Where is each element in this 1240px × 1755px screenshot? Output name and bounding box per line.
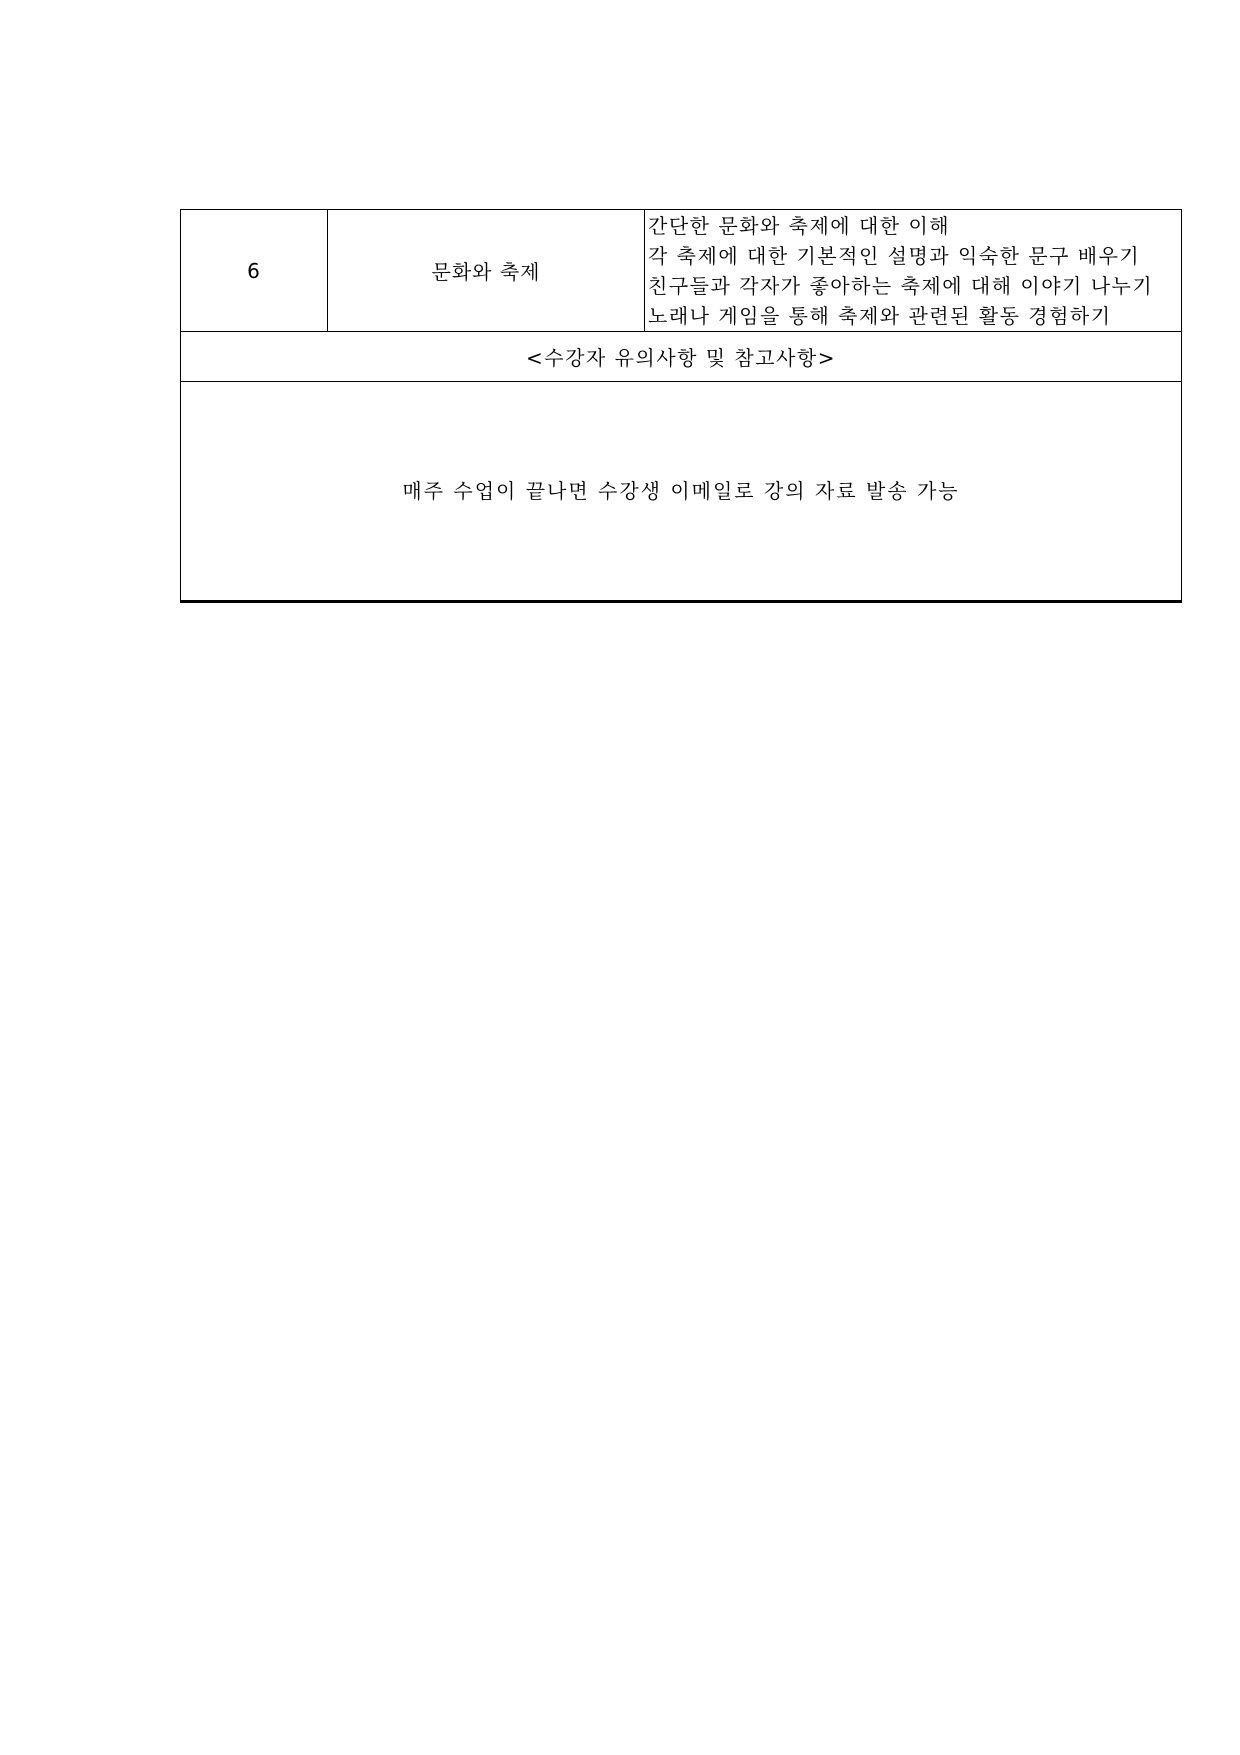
notes-body-text: 매주 수업이 끝나면 수강생 이메일로 강의 자료 발송 가능 [402,478,960,503]
course-schedule-table [180,209,1182,603]
content-cell [645,210,1182,332]
notes-header: <수강자 유의사항 및 참고사항> [181,332,1182,382]
content-line: 간단한 문화와 축제에 대한 이해 [648,213,951,238]
notes-body-row [181,382,1182,602]
notes-body-cell [181,382,1182,602]
notes-header-row [181,332,1182,382]
content-line: 친구들과 각자가 좋아하는 축제에 대해 이야기 나누기 [648,273,1154,298]
topic-cell: 문화와 축제 [328,210,645,332]
week-number-cell: 6 [181,210,328,332]
schedule-row-week-6 [181,210,1182,332]
content-line: 각 축제에 대한 기본적인 설명과 익숙한 문구 배우기 [648,243,1141,268]
content-line: 노래나 게임을 통해 축제와 관련된 활동 경험하기 [648,303,1112,328]
